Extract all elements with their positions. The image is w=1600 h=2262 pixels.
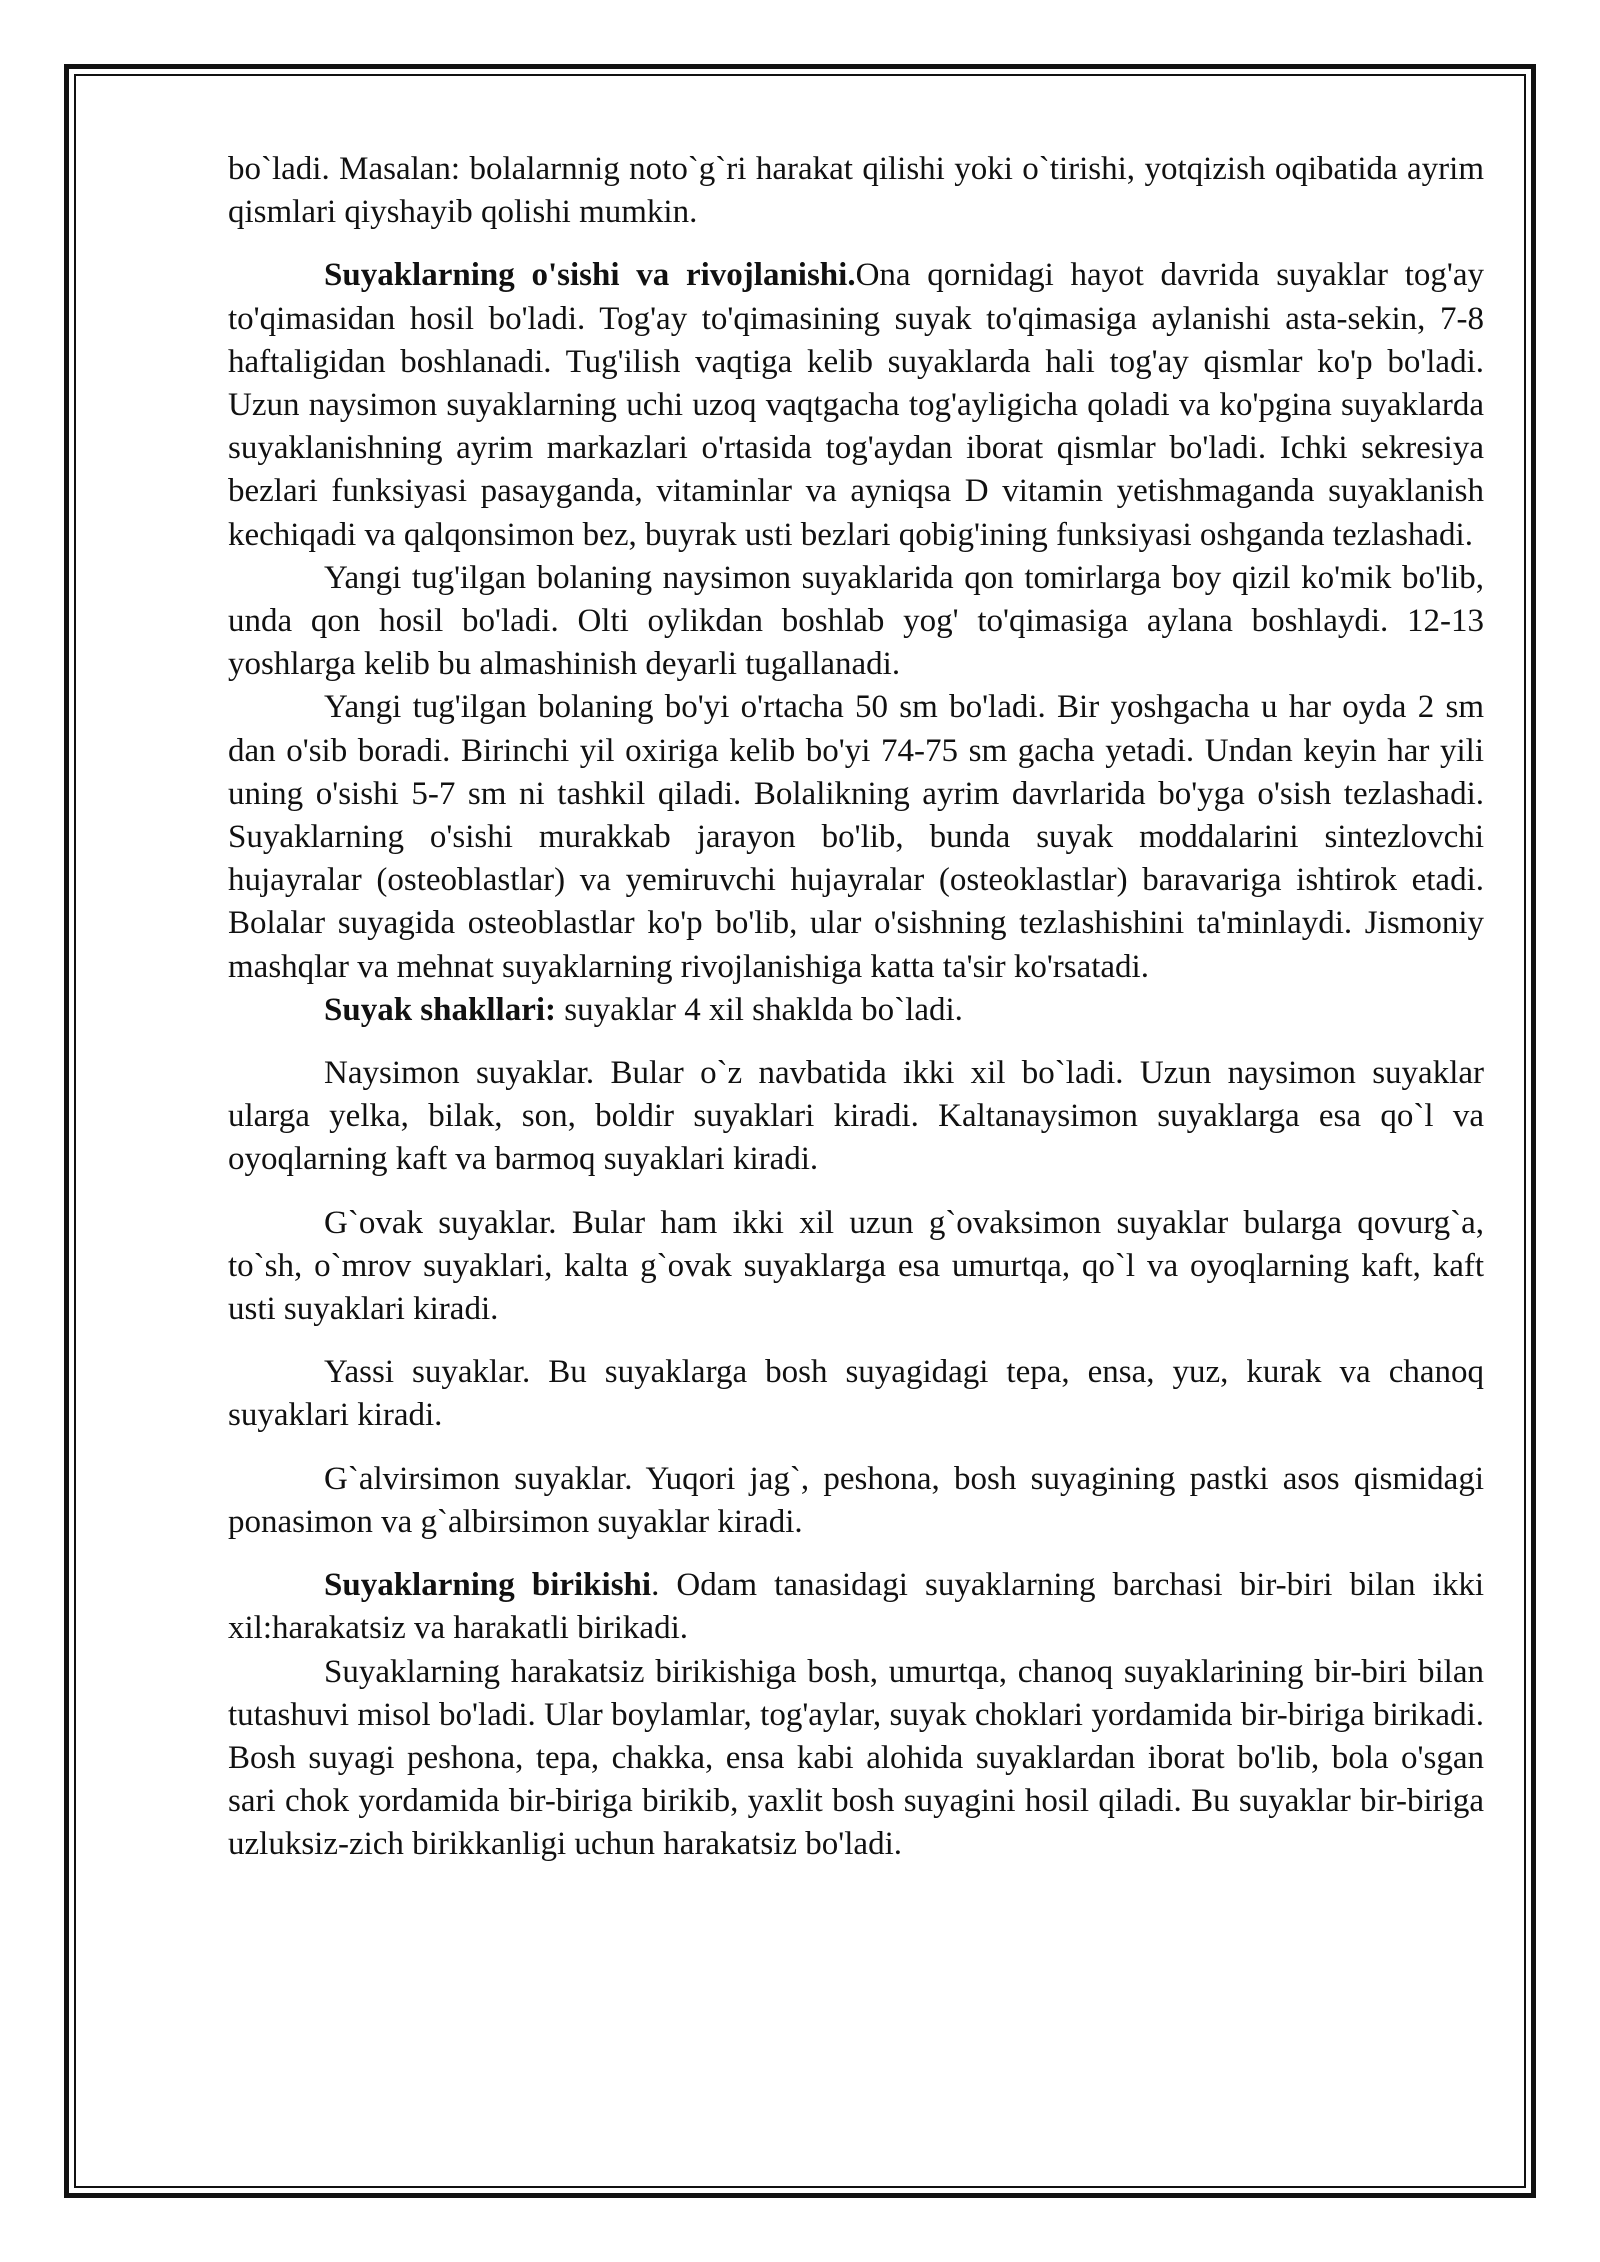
heading-bone-joining: Suyaklarning birikishi (324, 1567, 652, 1604)
paragraph-bone-shapes (228, 989, 1484, 1032)
paragraph-height-growth: Yangi tug'ilgan bolaning bo'yi o'rtacha 50 sm bo'ladi. Bir yoshgacha u har oyda 2 sm dan o'sib boradi. Birinchi yil oxiriga kelib bo'yi 74-75 sm gacha yetadi. Undan keyin har yili uning o'sishi 5-7 sm ni tashkil qiladi. Bolalikning ayrim davrlarida bo'yga o'sish tezlashadi. Suyaklarning o'sishi murakkab jarayon bo'lib, bunda suyak moddalarini sintezlovchi hujayralar (osteoblastlar) va yemiruvchi hujayralar (osteoklastlar) baravariga ishtirok etadi. Bolalar suyagida osteoblastlar ko'p bo'lib, ular o'sishning tezlashishini ta'minlaydi. Jismoniy mashqlar va mehnat suyaklarning rivojlanishiga katta ta'sir ko'rsatadi. (228, 689, 1484, 985)
paragraph-immovable-joints: Suyaklarning harakatsiz birikishiga bosh, umurtqa, chanoq suyaklarining bir-biri bilan tutashuvi misol bo'ladi. Ular boylamlar, tog'aylar, suyak choklari yordamida bir-biriga birikadi. Bosh suyagi peshona, tepa, chakka, ensa kabi alohida suyaklardan iborat bo'lib, bola o'sgan sari chok yordamida bir-biriga birikib, yaxlit bosh suyagini hosil qiladi. Bu suyaklar bir-biriga uzluksiz-zich birikkanligi uchun harakatsiz bo'ladi. (228, 1653, 1484, 1863)
paragraph-red-marrow: Yangi tug'ilgan bolaning naysimon suyaklarida qon tomirlarga boy qizil ko'mik bo'lib, unda qon hosil bo'ladi. Olti oylikdan boshlab yog' to'qimasiga aylana boshlaydi. 12-13 yoshlarga kelib bu almashinish deyarli tugallanadi. (228, 559, 1484, 683)
paragraph-flat-bones: Yassi suyaklar. Bu suyaklarga bosh suyagidagi tepa, ensa, yuz, kurak va chanoq suyaklari kiradi. (228, 1354, 1484, 1434)
paragraph-ethmoid-bones: G`alvirsimon suyaklar. Yuqori jag`, peshona, bosh suyagining pastki asos qismidagi ponasimon va g`albirsimon suyaklar kiradi. (228, 1460, 1484, 1540)
text-bone-growth: Ona qornidagi hayot davrida suyaklar tog'ay to'qimasidan hosil bo'ladi. Tog'ay to'qimasining suyak to'qimasiga aylanishi asta-sekin, 7-8 haftaligidan boshlanadi. Tug'ilish vaqtiga kelib suyaklarda hali tog'ay qismlar ko'p bo'ladi. Uzun naysimon suyaklarning uchi uzoq vaqtgacha tog'ayligicha qoladi va ko'pgina suyaklarda suyaklanishning ayrim markazlari o'rtasida tog'aydan iborat qismlar bo'ladi. Ichki sekresiya bezlari funksiyasi pasayganda, vitaminlar va ayniqsa D vitamin yetishmaganda suyaklanish kechiqadi va qalqonsimon bez, buyrak usti bezlari qobig'ining funksiyasi oshganda tezlashadi. (228, 257, 1485, 553)
document-body (228, 148, 1484, 1867)
text-bone-shapes: suyaklar 4 xil shaklda bo`ladi. (556, 991, 963, 1028)
paragraph-spongy-bones: G`ovak suyaklar. Bular ham ikki xil uzun g`ovaksimon suyaklar bularga qovurg`a, to`sh, o`mrov suyaklari, kalta g`ovak suyaklarga esa umurtqa, qo`l va oyoqlarning kaft, kaft usti suyaklari kiradi. (228, 1204, 1484, 1328)
paragraph-bone-joining (228, 1564, 1484, 1650)
heading-bone-growth: Suyaklarning o'sishi va rivojlanishi. (324, 257, 856, 294)
paragraph-intro: bo`ladi. Masalan: bolalarnnig noto`g`ri harakat qilishi yoki o`tirishi, yotqizish oqibatida ayrim qismlari qiyshayib qolishi mumkin. (228, 151, 1484, 231)
paragraph-tubular-bones: Naysimon suyaklar. Bular o`z navbatida ikki xil bo`ladi. Uzun naysimon suyaklar ularga yelka, bilak, son, boldir suyaklari kiradi. Kaltanaysimon suyaklarga esa qo`l va oyoqlarning kaft va barmoq suyaklari kiradi. (228, 1055, 1484, 1178)
heading-bone-shapes: Suyak shakllari: (324, 991, 556, 1028)
text-bone-joining: . Odam tanasidagi suyaklarning barchasi bir-biri bilan ikki xil:harakatsiz va harakatli birikadi. (228, 1567, 1484, 1647)
paragraph-bone-growth (228, 254, 1484, 556)
